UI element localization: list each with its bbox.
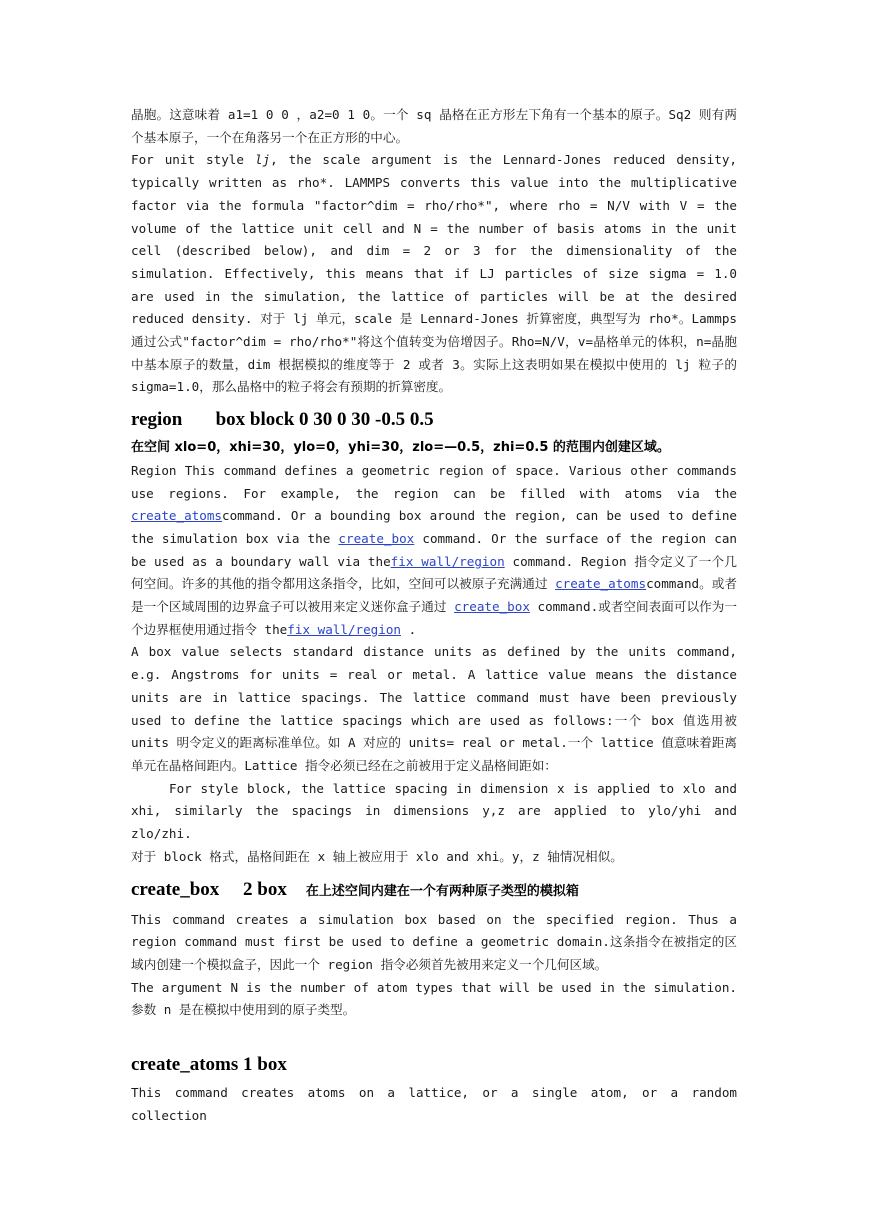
paragraph-atom-types: The argument N is the number of atom types that will be used in the simulation. 参数 n 是在模拟中使用到的原子类型。 (131, 979, 737, 1018)
create-box-heading-cn: 在上述空间内建在一个有两种原子类型的模拟箱 (305, 883, 579, 899)
region-subheading: 在空间 xlo=0，xhi=30，ylo=0，yhi=30，zlo=—0.5，zhi=0.5 的范围内创建区域。 (131, 440, 670, 456)
paragraph-create-box: This command creates a simulation box based on the specified region. Thus a region command must first be used to define a geometric domain.这条指令在被指定的区域内创建一个模拟盒子，因此一个 region 指令必须首先被用来定义一个几何区域。 (131, 911, 737, 972)
paragraph-lj-units: For unit style lj, the scale argument is the Lennard-Jones reduced density, typically written as rho*. LAMMPS converts this value into the multiplicative factor via the formula "factor^dim = rho/rho*", where rho = N/V with V = the volume of the lattice unit cell and N = the number of basis atoms in the unit cell (described below), and dim = 2 or 3 for the dimensionality of the simulation. Effectively, this means that if LJ particles of size sigma = 1.0 are used in the simulation, the lattice of particles will be at the desired reduced density. 对于 lj 单元，scale 是 Lennard-Jones 折算密度，典型写为 rho*。Lammps 通过公式"factor^dim = rho/rho*"将这个值转变为倍增因子。Rho=N/V，v=晶格单元的体积，n=晶胞中基本原子的数量，dim 根据模拟的维度等于 2 或者 3。实际上这表明如果在模拟中使用的 lj 粒子的 sigma=1.0，那么晶格中的粒子将会有预期的折算密度。 (131, 152, 738, 395)
paragraph-lattice-cn: 晶胞。这意味着 a1=1 0 0 ，a2=0 1 0。一个 sq 晶格在正方形左下角有一个基本的原子。Sq2 则有两个基本原子，一个在角落另一个在正方形的中心。 (131, 107, 737, 145)
create-atoms-link[interactable]: create_atoms (131, 508, 222, 524)
fix-wall-region-link-cn[interactable]: fix wall/region (287, 621, 402, 637)
create-box-link-cn[interactable]: create_box (454, 599, 530, 615)
lj-term: lj (254, 152, 271, 168)
paragraph-style-block-cn: 对于 block 格式，晶格间距在 x 轴上被应用于 xlo and xhi。y，z 轴情况相似。 (131, 848, 623, 864)
paragraph-style-block: For style block, the lattice spacing in dimension x is applied to xlo and xhi, similarly the spacings in dimensions y,z are applied to ylo/yhi and zlo/zhi. (131, 780, 737, 842)
spacer (131, 1022, 737, 1044)
lj-units-cn: 对于 lj 单元，scale 是 Lennard-Jones 折算密度，典型写为 rho*。Lammps 通过公式"factor^dim = rho/rho*"将这个值转变为倍增因子。Rho=N/V，v=晶格单元的体积，n=晶胞中基本原子的数量，dim 根据模拟的维度等于 2 或者 3。实际上这表明如果在模拟中使用的 lj 粒子的 sigma=1.0，那么晶格中的粒子将会有预期的折算密度。 (131, 311, 737, 395)
paragraph-box-value: A box value selects standard distance units as defined by the units command, e.g. Angstroms for units = real or metal. A lattice value means the distance units are in lattice spacings. The lattice command must have been previously used to define the lattice spacings which are used as follows:一个 box 值选用被 units 明令定义的距离标准单位。如 A 对应的 units= real or metal.一个 lattice 值意味着距离单元在晶格间距内。Lattice 指令必须已经在之前被用于定义晶格间距如： (131, 644, 737, 773)
paragraph-region: Region This command defines a geometric region of space. Various other commands use regions. For example, the region can be filled with atoms via the create_atomscommand. Or a bounding box around the region, can be used to define the simulation box via the create_box command. Or the surface of the region can be used as a boundary wall via thefix wall/region command. Region 指令定义了一个几何空间。许多的其他的指令都用这条指令，比如，空间可以被原子充满通过 create_atomscommand。或者是一个区域周围的边界盒子可以被用来定义迷你盒子通过 create_box command.或者空间表面可以作为一个边界框使用通过指令 thefix wall/region . (131, 462, 738, 637)
create-atoms-link-cn[interactable]: create_atoms (555, 576, 647, 592)
region-heading: region box block 0 30 0 30 -0.5 0.5 (131, 409, 434, 431)
create-box-heading: create_box 2 box 在上述空间内建在一个有两种原子类型的模拟箱 (131, 878, 579, 900)
document-page (131, 104, 737, 1127)
fix-wall-region-link[interactable]: fix wall/region (390, 553, 505, 569)
create-atoms-heading: create_atoms 1 box (131, 1054, 287, 1076)
create-box-link[interactable]: create_box (338, 530, 415, 546)
paragraph-create-atoms: This command creates atoms on a lattice, or a single atom, or a random collection (131, 1085, 737, 1123)
